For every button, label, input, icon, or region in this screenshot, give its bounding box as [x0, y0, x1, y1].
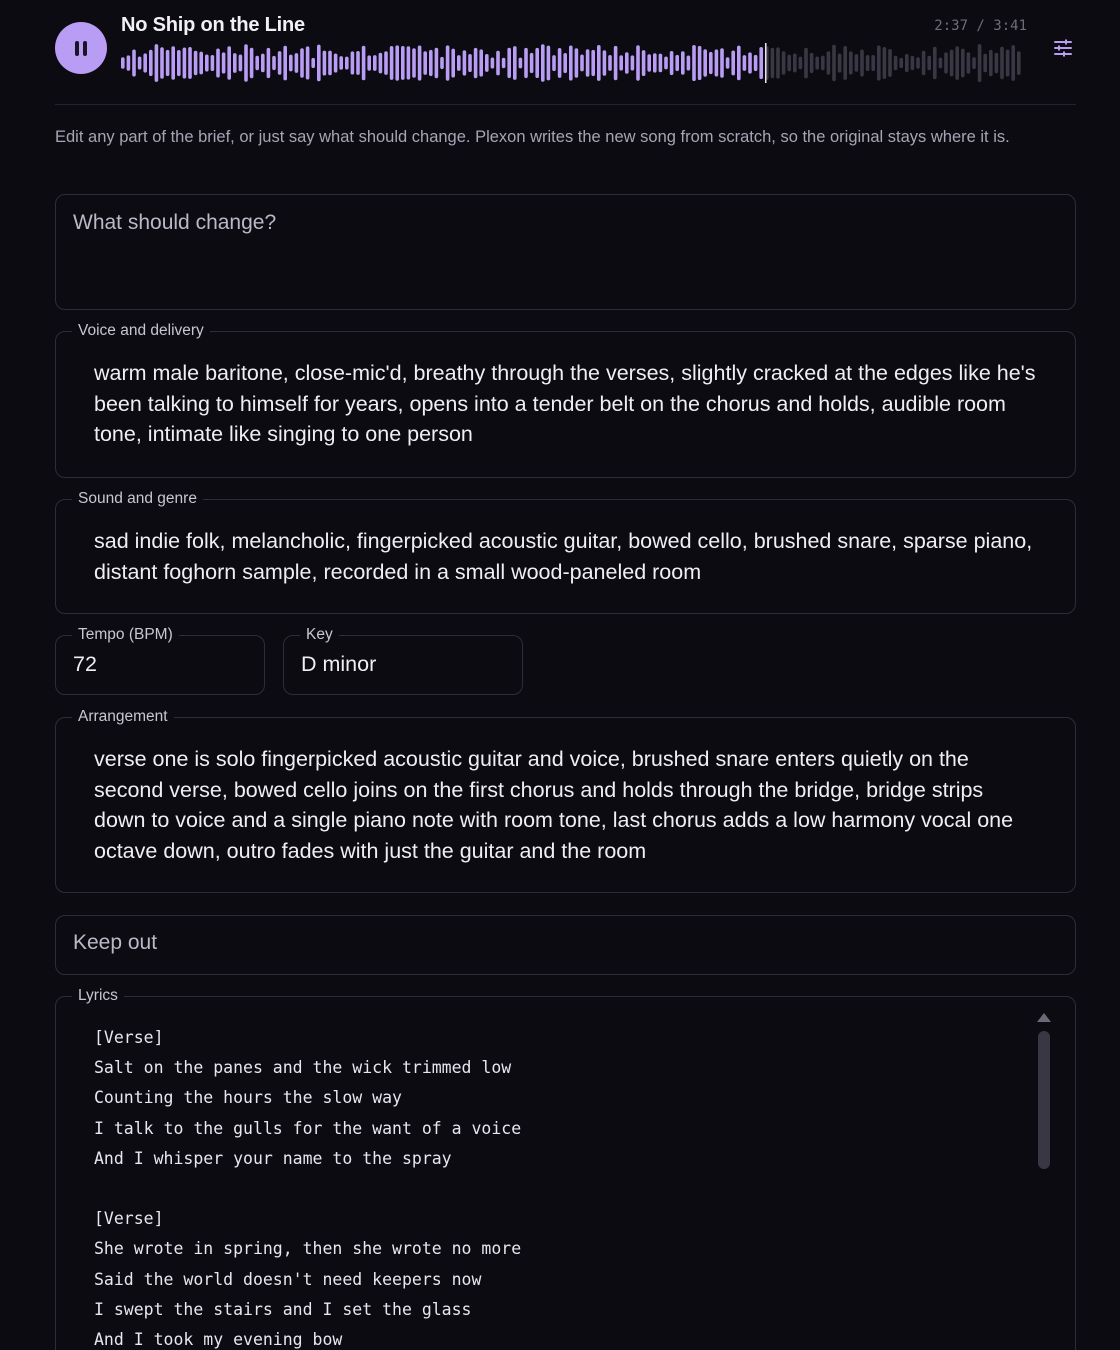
waveform-bar	[328, 51, 332, 76]
waveform-bar	[591, 50, 595, 76]
waveform-bar	[1006, 50, 1010, 77]
waveform-bar	[787, 55, 791, 71]
lyrics-scrollbar[interactable]	[1037, 1013, 1051, 1177]
waveform-bar	[603, 50, 607, 76]
waveform-bar	[972, 57, 976, 69]
waveform-bar	[944, 52, 948, 73]
waveform-bar	[715, 49, 719, 76]
waveform-bar	[698, 46, 702, 80]
waveform-bar	[423, 51, 427, 75]
waveform-bar	[127, 55, 131, 70]
waveform-bar	[429, 50, 433, 76]
waveform-bar	[799, 57, 803, 70]
waveform-bar	[541, 44, 545, 82]
waveform-bar	[177, 50, 181, 76]
waveform-bar	[782, 51, 786, 75]
waveform-bar	[933, 47, 937, 79]
waveform-bar	[983, 54, 987, 73]
track-title: No Ship on the Line	[121, 14, 305, 36]
lyric-line: Said the world doesn't need keepers now	[94, 1269, 482, 1289]
waveform-bar	[468, 54, 472, 72]
waveform-bar	[692, 45, 696, 81]
lyric-line: [Verse]	[94, 1028, 164, 1047]
waveform-bar	[838, 54, 842, 73]
waveform-bar	[507, 48, 511, 78]
waveform-bar	[183, 48, 187, 79]
waveform-bar	[530, 53, 534, 73]
waveform-bar	[843, 46, 847, 80]
lyrics-label: Lyrics	[72, 987, 124, 1005]
waveform-bar	[166, 50, 170, 76]
waveform-bar	[793, 54, 797, 73]
waveform-bar	[636, 45, 640, 80]
waveform-bar	[580, 55, 584, 72]
lyrics-text	[94, 1023, 1015, 1350]
waveform-bar	[849, 51, 853, 74]
waveform-bar	[989, 50, 993, 76]
arrangement-field[interactable]	[55, 708, 1076, 893]
waveform-bar	[731, 51, 735, 76]
keep-out-field[interactable]	[55, 915, 1076, 975]
waveform-bar	[552, 55, 556, 71]
waveform-bar	[317, 45, 321, 82]
intro-text: Edit any part of the brief, or just say what should change. Plexon writes the new song from scratch, so the original stays where it is.	[55, 128, 1010, 146]
waveform-bar	[586, 49, 590, 76]
waveform-bar	[401, 46, 405, 80]
arrangement-label: Arrangement	[72, 708, 174, 726]
waveform-bar	[519, 58, 523, 69]
waveform-bar	[451, 49, 455, 78]
waveform-bar	[513, 46, 517, 80]
waveform-bar	[496, 51, 500, 76]
waveform-bar	[827, 51, 831, 74]
waveform-bar	[950, 50, 954, 77]
waveform-bar	[362, 46, 366, 81]
playback-time: 2:37 / 3:41	[934, 18, 1027, 34]
waveform-bar	[754, 55, 758, 71]
waveform-bar	[922, 51, 926, 75]
waveform-bar	[155, 44, 159, 82]
waveform-bar	[491, 58, 495, 69]
arrangement-value: verse one is solo fingerpicked acoustic guitar and voice, brushed snare enters quietly on the second verse, bowed cello joins on the first chorus and holds through the bridge, bridge strips down to voice and a single piano note with room tone, last chorus adds a low harmony vocal one octave down, outro fades with just the guitar and the room	[94, 747, 1014, 863]
waveform-bar	[446, 45, 450, 80]
waveform-bar	[720, 48, 724, 78]
waveform-bar	[194, 51, 198, 75]
waveform-bar	[675, 55, 679, 71]
waveform-bar	[547, 46, 551, 81]
waveform-bar	[810, 53, 814, 73]
waveform-bar	[877, 46, 881, 81]
waveform-bar	[379, 53, 383, 74]
waveform-bar	[356, 51, 360, 75]
waveform-bar	[384, 51, 388, 75]
waveform-bar	[653, 53, 657, 72]
waveform-bar	[961, 49, 965, 78]
waveform-bar	[563, 53, 567, 73]
waveform-bar	[709, 52, 713, 74]
waveform-bar	[160, 47, 164, 78]
waveform-bar	[149, 50, 153, 76]
waveform-bar	[474, 48, 478, 78]
waveform-bar	[860, 50, 864, 77]
waveform-bar	[440, 57, 444, 69]
waveform-bar	[855, 54, 859, 72]
voice-field[interactable]	[55, 322, 1076, 478]
lyric-line: Salt on the panes and the wick trimmed low	[94, 1058, 512, 1078]
tempo-value: 72	[73, 652, 97, 676]
waveform-bar	[345, 57, 349, 70]
pause-button[interactable]	[55, 22, 107, 74]
waveform-bar	[239, 55, 243, 72]
waveform-bar	[244, 44, 248, 81]
waveform-bar	[1011, 45, 1015, 81]
lyric-line: She wrote in spring, then she wrote no more	[94, 1239, 522, 1259]
waveform-bar	[804, 48, 808, 79]
waveform-bar	[171, 46, 175, 80]
waveform-bar	[121, 57, 125, 69]
waveform-bar	[619, 55, 623, 70]
lyric-line: I talk to the gulls for the want of a voice	[94, 1118, 522, 1138]
waveform-bar	[457, 55, 461, 71]
waveform-bar	[670, 51, 674, 75]
waveform-bar	[866, 55, 870, 71]
waveform-bar	[927, 56, 931, 71]
waveform-bar	[524, 48, 528, 78]
lyrics-field[interactable]	[55, 987, 1076, 1350]
waveform-bar	[205, 55, 209, 72]
waveform-bars	[121, 43, 1028, 83]
waveform-bar	[647, 54, 651, 71]
tempo-label: Tempo (BPM)	[72, 626, 179, 644]
waveform-bar	[535, 48, 539, 78]
waveform-bar	[418, 46, 422, 81]
waveform-bar	[485, 54, 489, 72]
waveform-seekbar[interactable]	[121, 43, 1028, 83]
waveform-bar	[311, 58, 315, 68]
waveform-bar	[1000, 47, 1004, 79]
waveform-bar	[821, 56, 825, 71]
lyric-line: [Verse]	[94, 1209, 164, 1229]
lyric-line	[94, 1174, 1015, 1204]
voice-label: Voice and delivery	[72, 322, 210, 340]
waveform-bar	[614, 46, 618, 80]
waveform-bar	[407, 46, 411, 79]
waveform-bar	[575, 48, 579, 78]
waveform-bar	[211, 55, 215, 71]
pause-icon	[75, 41, 87, 56]
waveform-bar	[412, 48, 416, 78]
lyric-line: Counting the hours the slow way	[94, 1088, 402, 1108]
waveform-bar	[138, 57, 142, 70]
waveform-bar	[1017, 51, 1021, 75]
waveform-bar	[373, 55, 377, 71]
tempo-field[interactable]	[55, 626, 265, 695]
waveform-bar	[759, 47, 763, 79]
divider	[55, 104, 1076, 105]
waveform-bar	[894, 56, 898, 71]
scroll-thumb[interactable]	[1038, 1031, 1050, 1169]
keep-out-placeholder: Keep out	[73, 931, 158, 954]
lyric-line: And I took my evening bow	[94, 1329, 343, 1349]
waveform-bar	[283, 46, 287, 81]
waveform-bar	[339, 56, 343, 70]
waveform-bar	[300, 48, 304, 78]
waveform-bar	[681, 51, 685, 74]
waveform-bar	[222, 52, 226, 73]
voice-value: warm male baritone, close-mic'd, breathy through the verses, slightly cracked at the edges like he's been talking to himself for years, opens into a tender belt on the chorus and holds, audible room tone, intimate like singing to one person	[94, 361, 1036, 446]
key-field[interactable]	[283, 626, 523, 695]
waveform-bar	[395, 45, 399, 80]
waveform-bar	[143, 53, 147, 72]
waveform-bar	[261, 54, 265, 73]
waveform-bar	[916, 57, 920, 68]
waveform-bar	[625, 52, 629, 74]
waveform-bar	[233, 53, 237, 73]
waveform-bar	[687, 56, 691, 71]
waveform-bar	[832, 45, 836, 81]
waveform-bar	[569, 46, 573, 81]
sound-value: sad indie folk, melancholic, fingerpicked acoustic guitar, bowed cello, brushed snare, sparse piano, distant foghorn sample, recorded in a small wood-paneled room	[94, 529, 1033, 584]
key-value: D minor	[301, 652, 377, 676]
waveform-bar	[267, 48, 271, 78]
waveform-bar	[743, 55, 747, 71]
waveform-bar	[911, 56, 915, 70]
waveform-bar	[479, 49, 483, 76]
waveform-bar	[955, 46, 959, 80]
waveform-bar	[888, 49, 892, 77]
waveform-bar	[295, 53, 299, 73]
waveform-bar	[278, 51, 282, 75]
sound-field[interactable]	[55, 490, 1076, 614]
waveform-bar	[216, 49, 220, 78]
playhead[interactable]	[765, 43, 767, 83]
waveform-bar	[306, 46, 310, 79]
waveform-bar	[726, 57, 730, 68]
scroll-up-arrow-icon[interactable]	[1037, 1013, 1051, 1022]
waveform-bar	[883, 47, 887, 79]
waveform-bar	[255, 56, 259, 70]
waveform-bar	[978, 44, 982, 82]
waveform-bar	[199, 52, 203, 75]
waveform-bar	[748, 52, 752, 73]
waveform-bar	[905, 54, 909, 72]
waveform-bar	[939, 58, 943, 69]
lyric-line: And I whisper your name to the spray	[94, 1148, 452, 1168]
waveform-bar	[558, 48, 562, 78]
waveform-bar	[250, 48, 254, 78]
change-request-placeholder: What should change?	[73, 211, 277, 234]
key-label: Key	[300, 626, 339, 644]
waveform-bar	[664, 57, 668, 70]
waveform-bar	[899, 58, 903, 68]
waveform-bar	[188, 47, 192, 79]
waveform-bar	[597, 45, 601, 81]
waveform-bar	[815, 57, 819, 70]
waveform-bar	[995, 53, 999, 74]
audio-player	[55, 12, 1076, 82]
waveform-bar	[323, 51, 327, 76]
waveform-bar	[367, 55, 371, 70]
waveform-bar	[659, 54, 663, 73]
waveform-bar	[703, 49, 707, 76]
waveform-bar	[351, 51, 355, 74]
waveform-bar	[776, 47, 780, 78]
waveform-bar	[227, 46, 231, 80]
waveform-bar	[272, 56, 276, 70]
sound-label: Sound and genre	[72, 490, 203, 508]
waveform-bar	[737, 46, 741, 81]
waveform-bar	[631, 55, 635, 70]
waveform-bar	[967, 52, 971, 73]
change-request-field[interactable]	[55, 194, 1076, 310]
waveform-bar	[334, 54, 338, 73]
waveform-bar	[771, 48, 775, 78]
waveform-bar	[132, 50, 136, 77]
waveform-bar	[390, 46, 394, 80]
lyric-line: I swept the stairs and I set the glass	[94, 1299, 472, 1319]
waveform-bar	[608, 55, 612, 71]
waveform-bar	[502, 58, 506, 68]
waveform-bar	[642, 50, 646, 76]
sliders-icon[interactable]	[1050, 36, 1076, 60]
waveform-bar	[435, 48, 439, 78]
waveform-bar	[289, 55, 293, 72]
waveform-bar	[871, 55, 875, 71]
waveform-bar	[463, 50, 467, 75]
